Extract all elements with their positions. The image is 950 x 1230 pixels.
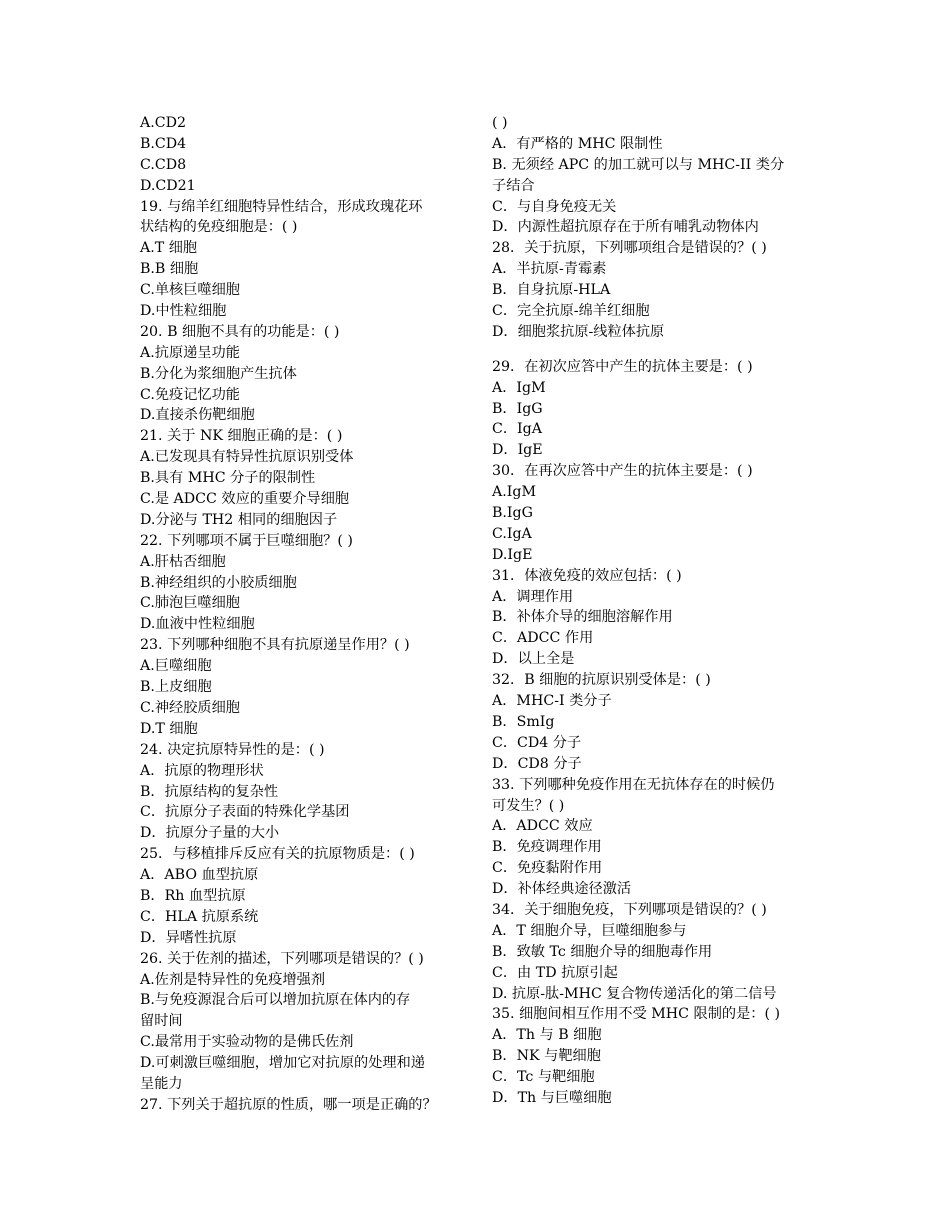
text-line: C.是 ADCC 效应的重要介导细胞 [140,491,350,508]
text-line: A.巨噬细胞 [140,658,212,675]
text-line: D.分泌与 TH2 相同的细胞因子 [140,511,338,528]
text-line: B.IgG [492,505,533,522]
text-line: A．调理作用 [492,588,574,605]
text-line: 28．关于抗原，下列哪项组合是错误的？( ) [492,240,767,257]
text-line: A．ADCC 效应 [492,818,593,835]
text-line: B.与免疫源混合后可以增加抗原在体内的存 [140,992,411,1009]
text-line: A．有严格的 MHC 限制性 [492,135,663,152]
text-line: C.免疫记忆功能 [140,386,240,403]
text-line: 19. 与绵羊红细胞特异性结合，形成玫瑰花环 [140,198,423,215]
text-line: 23. 下列哪种细胞不具有抗原递呈作用？( ) [140,637,410,654]
text-line: B．免疫调理作用 [492,839,602,856]
text-line: A．Th 与 B 细胞 [492,1027,602,1044]
text-line: C．免疫黏附作用 [492,860,603,877]
text-line: B.CD4 [140,135,187,152]
text-line: A.已发现具有特异性抗原识别受体 [140,449,354,466]
text-line: C.单核巨噬细胞 [140,282,240,299]
text-line: A.佐剂是特异性的免疫增强剂 [140,971,326,988]
text-line: D．内源性超抗原存在于所有哺乳动物体内 [492,219,759,236]
text-line: A.抗原递呈功能 [140,344,240,361]
text-line: B.分化为浆细胞产生抗体 [140,365,297,382]
text-line: A．MHC-I 类分子 [492,693,612,710]
text-line: C．HLA 抗原系统 [140,908,259,925]
text-line: A.CD2 [140,115,187,131]
text-line: D．以上全是 [492,651,575,668]
text-line: A．ABO 血型抗原 [140,867,259,884]
text-line: B.B 细胞 [140,261,199,278]
text-line: D.中性粒细胞 [140,303,227,320]
text-line: 留时间 [140,1013,183,1030]
right-column [492,113,822,1109]
text-line: A．抗原的物理形状 [140,762,264,779]
text-line: B．IgG [492,400,543,417]
text-line: 32．B 细胞的抗原识别受体是：( ) [492,672,711,689]
text-line: C．CD4 分子 [492,734,582,751]
text-line: 呈能力 [140,1075,183,1092]
text-line: D．异嗜性抗原 [140,929,237,946]
text-line: D.血液中性粒细胞 [140,616,255,633]
text-line: C.CD8 [140,156,187,173]
text-line: D. 抗原-肽-MHC 复合物传递活化的第二信号 [492,985,777,1002]
text-line: D.T 细胞 [140,720,198,737]
text-line: C．抗原分子表面的特殊化学基团 [140,804,350,821]
text-line: B．SmIg [492,713,555,730]
text-line: C.最常用于实验动物的是佛氏佐剂 [140,1034,354,1051]
text-line: C．完全抗原-绵羊红细胞 [492,303,650,320]
text-line: B.上皮细胞 [140,679,212,696]
text-line: C．与自身免疫无关 [492,198,617,215]
text-line: 21. 关于 NK 细胞正确的是：( ) [140,428,343,445]
text-line: A.肝枯否细胞 [140,553,226,570]
text-line: C．Tc 与靶细胞 [492,1069,595,1086]
text-line: 子结合 [492,177,535,194]
text-line: C.IgA [492,525,532,542]
text-line: B．Rh 血型抗原 [140,887,246,904]
text-line: C.肺泡巨噬细胞 [140,595,240,612]
text-line: A．T 细胞介导，巨噬细胞参与 [492,922,687,939]
text-line: D．Th 与巨噬细胞 [492,1089,612,1106]
text-line: C．由 TD 抗原引起 [492,964,618,981]
paragraph-gap [492,343,822,357]
text-line: B．自身抗原-HLA [492,282,611,299]
text-line: D.可刺激巨噬细胞，增加它对抗原的处理和递 [140,1055,425,1072]
text-line: 20. B 细胞不具有的功能是：( ) [140,323,340,340]
text-line: A.T 细胞 [140,240,198,257]
text-line: 31．体液免疫的效应包括：( ) [492,567,682,584]
text-line: A.IgM [492,484,536,501]
text-line: 25．与移植排斥反应有关的抗原物质是：( ) [140,846,415,863]
text-line: D.IgE [492,546,533,563]
text-line: B. 无须经 APC 的加工就可以与 MHC-II 类分 [492,156,785,173]
text-line: C．ADCC 作用 [492,630,594,647]
text-line: 33. 下列哪种免疫作用在无抗体存在的时候仍 [492,776,775,793]
text-line: 24. 决定抗原特异性的是：( ) [140,741,325,758]
text-line: 34．关于细胞免疫，下列哪项是错误的？( ) [492,901,767,918]
text-line: 30．在再次应答中产生的抗体主要是：( ) [492,463,753,480]
text-line: B．NK 与靶细胞 [492,1048,601,1065]
text-line: 可发生？( ) [492,797,565,814]
text-line: A．半抗原-青霉素 [492,261,607,278]
text-line: B.神经组织的小胶质细胞 [140,574,297,591]
text-line: A．IgM [492,379,546,396]
text-line: D．IgE [492,442,543,459]
text-line: B．致敏 Tc 细胞介导的细胞毒作用 [492,943,713,960]
text-line: B.具有 MHC 分子的限制性 [140,470,316,487]
text-line: 22. 下列哪项不属于巨噬细胞？( ) [140,532,353,549]
text-line: 29．在初次应答中产生的抗体主要是：( ) [492,358,753,375]
text-line: 26. 关于佐剂的描述，下列哪项是错误的？( ) [140,950,424,967]
text-line: D.CD21 [140,177,196,194]
text-line: D．补体经典途径激活 [492,881,632,898]
text-line: ( ) [492,115,508,131]
text-line: 状结构的免疫细胞是：( ) [140,219,298,236]
text-line: 35. 细胞间相互作用不受 MHC 限制的是：( ) [492,1006,781,1023]
left-column [140,113,470,1116]
text-line: D．细胞浆抗原-线粒体抗原 [492,323,665,340]
text-line: B．抗原结构的复杂性 [140,783,279,800]
text-line: D.直接杀伤靶细胞 [140,407,255,424]
text-line: D．CD8 分子 [492,755,582,772]
text-line: C．IgA [492,421,542,438]
text-line: B．补体介导的细胞溶解作用 [492,609,673,626]
text-line: C.神经胶质细胞 [140,699,240,716]
text-line: D．抗原分子量的大小 [140,825,280,842]
text-line: 27. 下列关于超抗原的性质，哪一项是正确的？ [140,1096,437,1113]
